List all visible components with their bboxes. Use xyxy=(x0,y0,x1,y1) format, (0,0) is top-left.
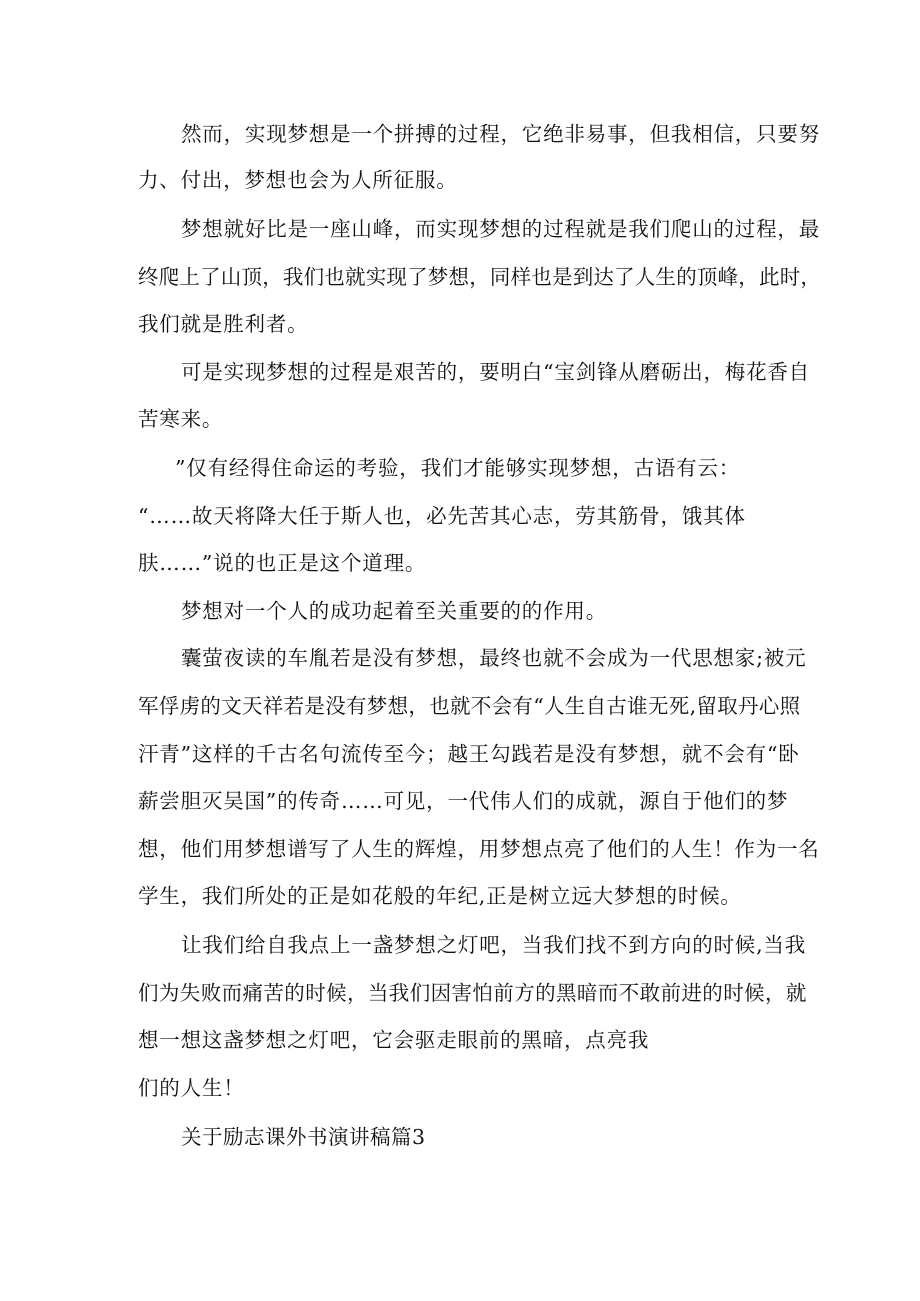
paragraph-7-line-3: 想一想这盏梦想之灯吧，它会驱走眼前的黑暗，点亮我 xyxy=(138,1028,650,1052)
paragraph-6-line-2: 军俘虏的文天祥若是没有梦想，也就不会有“人生自古谁无死,留取丹心照 xyxy=(138,694,801,718)
paragraph-1-line-1: 然而，实现梦想是一个拼搏的过程，它绝非易事，但我相信，只要努 xyxy=(181,122,820,146)
paragraph-6-line-1: 囊萤夜读的车胤若是没有梦想，最终也就不会成为一代思想家;被元 xyxy=(181,646,807,670)
paragraph-6-line-4: 薪尝胆灭吴国”的传奇……可见，一代伟人们的成就，源自于他们的梦 xyxy=(138,789,789,813)
paragraph-5-line-1: 梦想对一个人的成功起着至关重要的的作用。 xyxy=(181,599,607,623)
paragraph-3-line-1: 可是实现梦想的过程是艰苦的，要明白“宝剑锋从磨砺出，梅花香自 xyxy=(181,360,810,384)
paragraph-7-line-4: 们的人生！ xyxy=(138,1076,245,1100)
paragraph-7-line-2: 们为失败而痛苦的时候，当我们因害怕前方的黑暗而不敢前进的时候，就 xyxy=(138,981,807,1005)
paragraph-2-line-3: 我们就是胜利者。 xyxy=(138,312,309,336)
paragraph-3-line-2: 苦寒来。 xyxy=(138,407,224,431)
section-heading: 关于励志课外书演讲稿篇3 xyxy=(181,1125,426,1149)
paragraph-1-line-2: 力、付出，梦想也会为人所征服。 xyxy=(138,168,458,192)
paragraph-6-line-5: 想，他们用梦想谱写了人生的辉煌，用梦想点亮了他们的人生！作为一名 xyxy=(138,837,820,861)
paragraph-4-line-2: “……故天将降大任于斯人也，必先苦其心志，劳其筋骨，饿其体 xyxy=(138,504,746,528)
paragraph-7-line-1: 让我们给自我点上一盏梦想之灯吧，当我们找不到方向的时候,当我 xyxy=(181,933,807,957)
paragraph-6-line-3: 汗青”这样的千古名句流传至今；越王勾践若是没有梦想，就不会有“卧 xyxy=(138,742,800,766)
paragraph-2-line-1: 梦想就好比是一座山峰，而实现梦想的过程就是我们爬山的过程，最 xyxy=(181,217,820,241)
paragraph-6-line-6: 学生，我们所处的正是如花般的年纪,正是树立远大梦想的时候。 xyxy=(138,884,742,908)
paragraph-4-line-3: 肤……”说的也正是这个道理。 xyxy=(138,551,427,575)
paragraph-2-line-2: 终爬上了山顶，我们也就实现了梦想，同样也是到达了人生的顶峰，此时， xyxy=(138,265,822,289)
paragraph-4-line-1: ”仅有经得住命运的考验，我们才能够实现梦想，古语有云： xyxy=(175,456,741,480)
